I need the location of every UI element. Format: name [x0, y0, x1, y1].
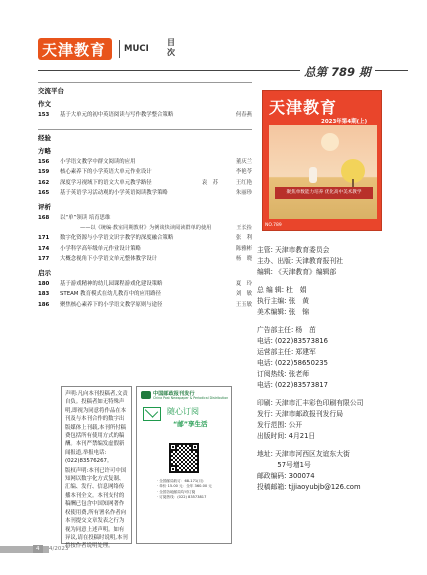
toc-entry[interactable] — [38, 188, 252, 199]
toc-author: 何春燕 — [235, 112, 252, 118]
toc-article-title: 深度学习视域下的语文大单元教学路径 — [60, 179, 152, 186]
toc-article-title: 大概念视角下小学语文单元整体教学设计 — [60, 256, 158, 262]
sun-shape — [321, 133, 339, 151]
cover-issue: 2023年第4期(上) — [321, 119, 368, 125]
info-line: 投稿邮箱: tjjiaoyubjb@126.com — [257, 483, 361, 491]
footer-issue-date: 4/2023 — [49, 546, 69, 552]
info-line: 广告部主任: 杨 茁 — [257, 326, 316, 334]
info-line: 发行: 天津市邮政报刊发行局 — [257, 410, 344, 418]
info-line: 电话: (022)58650235 — [257, 359, 328, 367]
header-label: MUCI — [124, 44, 149, 54]
ad-details — [157, 479, 229, 501]
category-title-inspiration: 启示 — [38, 268, 51, 277]
toc-article-title: 核心素养下的小学英语大单元作业设计 — [60, 169, 152, 175]
toc-page-number: 177 — [38, 256, 50, 262]
page-number: 4 — [33, 545, 43, 553]
toc-page-number: 165 — [38, 190, 50, 196]
issue-number: 总第 789 期 — [300, 64, 375, 80]
toc-entry[interactable] — [38, 213, 252, 224]
copyright-notice — [61, 386, 132, 550]
cover-title: 天津教育 — [269, 98, 338, 117]
toc-entry[interactable] — [38, 157, 252, 168]
toc-entry[interactable] — [38, 289, 252, 300]
toc-page-number: 156 — [38, 158, 50, 165]
toc-article-title: 聚焦核心素养下的小学语文教学原则与途径 — [60, 301, 163, 308]
toc-entry[interactable] — [38, 300, 252, 311]
ad-detail-line: · 单价 15.00 元：全年 360.00 元 — [157, 484, 212, 489]
toc-page-number: 171 — [38, 235, 50, 241]
toc-article-title: 基于游戏精神的幼儿园课程游戏化建设策略 — [60, 280, 163, 287]
info-line: 邮政编码: 300074 — [257, 472, 315, 480]
toc-entry[interactable] — [38, 233, 252, 244]
info-spacer — [257, 318, 417, 325]
contents-label — [167, 38, 177, 58]
category-title-analysis: 评析 — [38, 202, 51, 211]
toc-page-number: 186 — [38, 301, 50, 308]
toc-author: 刘 敏 — [235, 291, 252, 297]
info-line: 57号增1号 — [257, 461, 311, 469]
toc-entry[interactable] — [38, 244, 252, 255]
info-line: 订阅热线: 张老师 — [257, 370, 310, 378]
toc-article-title: 基于大单元的初中英语阅读与写作教学整合策略 — [60, 112, 174, 118]
toc-author: 王玉敏 — [235, 301, 252, 308]
toc-article-title: 以“单”领读 培育思维 — [60, 214, 111, 221]
info-line: 运营部主任: 郑建军 — [257, 348, 316, 356]
ad-slogan-sub: “邮”享生活 — [173, 420, 208, 428]
ad-detail-line: · 订阅热线：(022) 83573817 — [157, 495, 207, 500]
category-title-strategy: 方略 — [38, 146, 51, 155]
info-line: 主管: 天津市教育委员会 — [257, 246, 330, 254]
toc-entry[interactable] — [38, 167, 252, 178]
envelope-icon — [143, 407, 161, 421]
toc-page-number: 159 — [38, 169, 50, 175]
toc-coauthor: 袁 苏 — [201, 179, 218, 186]
toc-entry[interactable] — [38, 178, 252, 189]
info-spacer — [257, 278, 417, 285]
toc-entry[interactable] — [38, 254, 252, 265]
section-rule — [38, 129, 252, 130]
contents-label-char-1: 目 — [167, 38, 175, 47]
ad-slogan: 随心订阅 — [167, 407, 199, 416]
post-name: 中国邮政报刊发行 — [153, 391, 195, 397]
info-line: 主办、出版: 天津教育报刊社 — [257, 257, 344, 265]
ad-detail-line: · 全国邮局收订：68-171(月) — [157, 479, 204, 483]
toc-article-title: 数字化资源与小学语文识字教学的深度融合策略 — [60, 235, 174, 241]
figure-shape — [309, 167, 317, 183]
toc-page-number: 162 — [38, 179, 50, 186]
toc-author: 杨 晓 — [235, 256, 252, 262]
info-line: 印刷: 天津市汇丰彩色印刷有限公司 — [257, 399, 364, 407]
toc-author: 陈雅彬 — [235, 245, 252, 252]
toc-article-title: 基于英语学习活动观的小学英语阅读教学策略 — [60, 190, 168, 196]
notice-paragraph-copyright: 版权声明:本刊已许可中国知网以数字化方式复制、汇编、发行、信息网络传播本刊全文。本刊支付的稿酬已包含中国知网著作权使用费,所有署名作者向本刊提交文章发表之行为视为同意上述声明。如有异议,请在投稿时说明,本刊将按作者说明处理。 — [65, 467, 128, 550]
info-line: 编辑: 《天津教育》编辑部 — [257, 268, 337, 276]
info-line: 总 编 辑: 杜 娟 — [257, 286, 307, 294]
info-line: 执行主编: 张 黄 — [257, 297, 310, 305]
toc-entry[interactable] — [38, 279, 252, 290]
masthead-logo — [38, 36, 118, 62]
info-line: 地址: 天津市河西区友谊东大街 — [257, 450, 350, 458]
subscription-ad — [136, 386, 232, 544]
info-line: 发行范围: 公开 — [257, 421, 303, 429]
category-title-writing: 作文 — [38, 100, 51, 108]
toc-author: 王红艳 — [235, 179, 252, 186]
contents-label-char-2: 次 — [167, 48, 175, 57]
toc-author: 李艳苓 — [235, 169, 252, 175]
toc-author: 朱丽珍 — [235, 190, 252, 196]
section-rule — [38, 82, 252, 83]
info-line: 美术编辑: 张 锦 — [257, 308, 310, 316]
toc-article-title: STEAM 教育模式在幼儿教育中的应用路径 — [60, 291, 162, 297]
toc-subtitle-entry[interactable] — [38, 223, 252, 233]
ad-detail-line: · 全国各地邮局均可订阅 — [157, 489, 196, 494]
qr-finder-icon — [169, 443, 177, 451]
qr-finder-icon — [169, 465, 177, 473]
info-spacer — [257, 391, 417, 398]
info-line: 电话: (022)83573816 — [257, 337, 328, 345]
info-line: 出版时间: 4月21日 — [257, 432, 316, 440]
publication-info — [257, 245, 417, 493]
logo-text: 天津教育 — [42, 41, 107, 59]
cover-banner: 聚焦单数能力培养 优化高中美术教学 — [275, 187, 373, 199]
toc-author: 张 利 — [235, 235, 252, 241]
info-line: 电话: (022)83573817 — [257, 381, 328, 389]
toc-article-title: 小学语文教学中群文阅读的应用 — [60, 158, 136, 165]
toc-article-title: 小学科学高年级单元作业设计策略 — [60, 245, 141, 252]
section-title-experience: 经验 — [38, 133, 51, 142]
toc-page-number: 180 — [38, 280, 50, 287]
toc-article-subtitle: ——以《统编·教室同期教材》为例谈快读阅读群单的使用 — [80, 225, 212, 231]
cover-number: NO.789 — [265, 223, 282, 228]
qr-finder-icon — [191, 443, 199, 451]
table-of-contents — [38, 82, 252, 310]
toc-page-number: 174 — [38, 245, 50, 252]
toc-author: 夏 玲 — [235, 280, 252, 287]
notice-paragraph-statement: 声明:凡向本刊投稿者,文责自负。投稿者如无特殊声明,即视为同意将作品在本刊及与本刊合作的数字出版媒体上刊载,本刊所付稿费包括所有使用方式的稿酬。本刊严禁编发虚假新闻报道,举报电话:(022)83576267。 — [65, 391, 128, 465]
info-spacer — [257, 442, 417, 449]
toc-entry[interactable] — [38, 110, 252, 121]
china-post-logo-icon — [141, 391, 151, 399]
toc-author: 王长捡 — [236, 225, 252, 231]
toc-author: 董庆兰 — [235, 158, 252, 165]
toc-page-number: 183 — [38, 291, 50, 297]
post-name-english: China Post Newspaper & Periodical Distribution — [153, 396, 229, 400]
cover-illustration — [269, 125, 377, 219]
header-divider — [119, 40, 120, 58]
magazine-cover — [262, 90, 382, 231]
toc-page-number: 153 — [38, 112, 50, 118]
section-title-exchange: 交流平台 — [38, 87, 64, 95]
toc-page-number: 168 — [38, 214, 50, 221]
